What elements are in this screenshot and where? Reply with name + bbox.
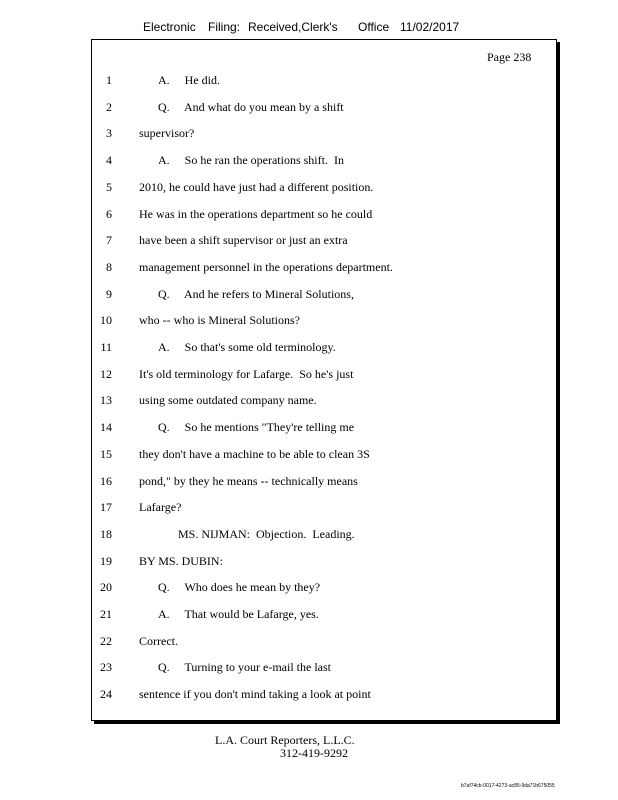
line-text: using some outdated company name.	[139, 393, 317, 408]
transcript-line	[0, 233, 560, 251]
line-number: 24	[100, 687, 112, 702]
transcript-line	[0, 527, 560, 545]
filing-header	[0, 20, 618, 38]
line-text: A. So that's some old terminology.	[158, 340, 336, 354]
line-number: 17	[100, 500, 112, 515]
transcript-line	[0, 474, 560, 492]
transcript-line	[0, 580, 560, 598]
transcript-line	[0, 180, 560, 198]
transcript-line	[0, 607, 560, 625]
line-text: A. So he ran the operations shift. In	[158, 153, 344, 168]
transcript-line	[0, 100, 560, 118]
transcript-line	[0, 367, 560, 385]
line-text: It's old terminology for Lafarge. So he's just	[139, 366, 354, 381]
line-text: MS. NIJMAN: Objection. Leading.	[178, 526, 355, 541]
header-electronic: Electronic	[143, 20, 196, 34]
line-number: 22	[100, 633, 112, 648]
line-number: 13	[100, 393, 112, 408]
page-number: Page 238	[487, 50, 532, 64]
line-number: 19	[100, 553, 112, 568]
line-text: BY MS. DUBIN:	[139, 553, 223, 568]
line-text: supervisor?	[139, 126, 195, 141]
transcript-line	[0, 420, 560, 438]
line-number: 8	[106, 259, 112, 274]
line-number: 18	[100, 526, 112, 541]
footer-company: L.A. Court Reporters, L.L.C.	[215, 733, 355, 747]
line-number: 2	[106, 99, 112, 114]
line-number: 15	[100, 446, 112, 461]
line-number: 1	[106, 73, 112, 87]
line-number: 10	[100, 313, 112, 328]
line-number: 23	[100, 660, 112, 675]
transcript-line	[0, 393, 560, 411]
footer-phone: 312-419-9292	[280, 746, 348, 760]
line-text: management personnel in the operations department.	[139, 259, 393, 274]
transcript-line	[0, 313, 560, 331]
line-number: 16	[100, 473, 112, 488]
header-received: Received,Clerk's	[248, 20, 338, 34]
transcript-line	[0, 260, 560, 278]
line-number: 20	[100, 580, 112, 595]
line-text: Q. And what do you mean by a shift	[158, 99, 344, 114]
header-date: 11/02/2017	[400, 20, 460, 34]
line-number: 4	[106, 153, 112, 168]
transcript-line	[0, 153, 560, 171]
transcript-line	[0, 447, 560, 465]
transcript-line	[0, 207, 560, 225]
line-text: Correct.	[139, 633, 178, 648]
line-number: 7	[106, 233, 112, 248]
line-text: A. He did.	[158, 73, 220, 87]
transcript-line	[0, 500, 560, 518]
transcript-line	[0, 660, 560, 678]
line-number: 21	[100, 607, 112, 621]
line-text: Q. So he mentions "They're telling me	[158, 420, 355, 435]
transcript-line	[0, 554, 560, 572]
line-number: 11	[100, 340, 112, 354]
transcript-line	[0, 687, 560, 705]
line-text: have been a shift supervisor or just an extra	[139, 233, 348, 248]
line-text: Q. Turning to your e-mail the last	[158, 660, 331, 675]
transcript-line	[0, 340, 560, 358]
header-filing: Filing:	[208, 20, 241, 34]
header-office: Office	[358, 20, 390, 34]
transcript-line	[0, 634, 560, 652]
transcript-line	[0, 126, 560, 144]
line-text: A. That would be Lafarge, yes.	[158, 607, 319, 621]
line-text: they don't have a machine to be able to clean 3S	[139, 446, 370, 461]
line-text: who -- who is Mineral Solutions?	[139, 313, 300, 328]
document-hash: b7af74cb-0017-4273-ac85-9da71b675055	[461, 783, 555, 789]
transcript-line	[0, 73, 560, 91]
line-text: sentence if you don't mind taking a look at point	[139, 687, 371, 702]
line-number: 6	[106, 206, 112, 221]
line-text: Q. Who does he mean by they?	[158, 580, 321, 595]
line-text: He was in the operations department so he could	[139, 206, 373, 221]
line-number: 12	[100, 366, 112, 381]
line-text: Lafarge?	[139, 500, 182, 515]
line-text: pond," by they he means -- technically means	[139, 473, 358, 488]
line-number: 3	[106, 126, 112, 141]
line-number: 5	[106, 179, 112, 194]
line-number: 9	[106, 286, 112, 301]
line-number: 14	[100, 420, 112, 435]
line-text: 2010, he could have just had a different position.	[139, 179, 374, 194]
transcript-line	[0, 287, 560, 305]
line-text: Q. And he refers to Mineral Solutions,	[158, 286, 354, 301]
